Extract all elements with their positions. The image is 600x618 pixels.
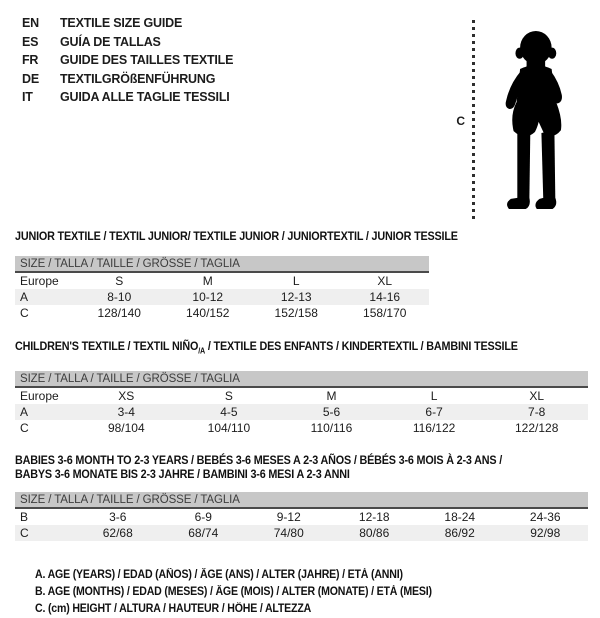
height-measure-label: C (456, 114, 465, 128)
header-row (0, 14, 600, 226)
size-cell: M (326, 388, 337, 403)
legend (35, 567, 588, 618)
size-cell: 3-4 (117, 404, 135, 419)
size-cell: 158/170 (363, 305, 407, 320)
size-cell: 7-8 (528, 404, 546, 419)
size-cell: 5-6 (322, 404, 341, 419)
size-guide-page (0, 14, 600, 614)
table-row (15, 509, 588, 525)
height-measure-figure (456, 20, 585, 222)
size-cell: S (224, 388, 233, 403)
size-cell: 6-9 (194, 509, 212, 524)
size-cell: 116/122 (412, 420, 456, 435)
table-row (15, 420, 588, 436)
size-cell: 140/152 (186, 305, 230, 320)
language-code: EN (22, 16, 39, 30)
row-label: C (20, 525, 29, 540)
section-junior (15, 229, 588, 321)
size-cell: 62/68 (102, 525, 133, 540)
size-cell: 74/80 (273, 525, 304, 540)
size-header-bar: SIZE / TALLA / TAILLE / GRÖSSE / TAGLIA (15, 371, 588, 388)
section-title: CHILDREN'S TEXTILE / TEXTIL $NIÑO_{/A}$ / TEXTILE DES ENFANTS / KINDERTEXTIL / BAMBINI TESSILE (15, 339, 518, 356)
table-row (15, 305, 429, 321)
size-cell: 104/110 (207, 420, 251, 435)
section-babies (15, 453, 588, 541)
junior-size-table (15, 273, 429, 321)
dotted-measure-line (472, 20, 475, 222)
language-code: IT (22, 90, 33, 104)
table-row (15, 388, 588, 404)
row-label: A (20, 404, 29, 419)
language-label: TEXTILE SIZE GUIDE (60, 16, 183, 30)
size-cell: XS (118, 388, 135, 403)
table-row (15, 289, 429, 305)
section-title: JUNIOR TEXTILE / TEXTIL JUNIOR/ TEXTILE JUNIOR / JUNIORTEXTIL / JUNIOR TESSILE (15, 229, 458, 243)
row-label: B (20, 509, 29, 524)
section-children (15, 339, 588, 436)
size-cell: 24-36 (529, 509, 561, 524)
size-cell: 12-13 (280, 289, 312, 304)
language-label: GUIDA ALLE TAGLIE TESSILI (60, 90, 230, 104)
size-cell: 110/116 (310, 420, 353, 435)
row-label: C (20, 420, 29, 435)
table-row (15, 404, 588, 420)
size-cell: 14-16 (369, 289, 401, 304)
table-row (15, 273, 429, 289)
size-cell: S (115, 273, 124, 288)
language-code: DE (22, 71, 39, 86)
language-label: GUIDE DES TAILLES TEXTILE (60, 53, 234, 67)
size-cell: 92/98 (530, 525, 561, 540)
size-cell: 18-24 (444, 509, 476, 524)
section-title: BABIES 3-6 MONTH TO 2-3 YEARS / BEBÉS 3-6 MESES A 2-3 AÑOS / BÉBÉS 3-6 MOIS À 2-3 ANS / BABYS 3-6 MONATE BIS 2-3 JAHRE / BAMBINI 3-6 MESI A 2-3 ANNI (15, 453, 503, 482)
language-code: FR (22, 53, 39, 67)
row-label: A (20, 289, 29, 304)
size-cell: 128/140 (97, 305, 141, 320)
size-header-bar: SIZE / TALLA / TAILLE / GRÖSSE / TAGLIA (15, 492, 588, 509)
row-label: C (20, 305, 29, 320)
size-cell: 122/128 (514, 420, 559, 435)
children-size-table (15, 388, 588, 436)
size-cell: 4-5 (220, 404, 238, 419)
language-label: GUÍA DE TALLAS (60, 34, 161, 49)
legend-line: B. AGE (MONTHS) / EDAD (MESES) / ÂGE (MOIS) / ALTER (MONATE) / ETÀ (MESI) (35, 586, 432, 599)
size-cell: 12-18 (358, 509, 390, 524)
toddler-silhouette-icon (483, 20, 585, 220)
size-cell: 10-12 (192, 289, 224, 304)
table-row (15, 525, 588, 541)
row-label: Europe (20, 273, 59, 288)
size-cell: L (430, 388, 438, 403)
size-cell: 98/104 (107, 420, 145, 435)
legend-line: C. (cm) HEIGHT / ALTURA / HAUTEUR / HÖHE / ALTEZZA (35, 603, 312, 616)
size-cell: 68/74 (188, 525, 219, 540)
size-cell: 8-10 (107, 289, 132, 304)
size-header-bar: SIZE / TALLA / TAILLE / GRÖSSE / TAGLIA (15, 256, 429, 273)
size-cell: L (292, 273, 300, 288)
size-cell: 6-7 (425, 404, 443, 419)
size-cell: M (202, 273, 213, 288)
size-cell: 152/158 (274, 305, 318, 320)
size-cell: 80/86 (359, 525, 390, 540)
size-cell: XL (529, 388, 545, 403)
size-cell: XL (377, 273, 393, 288)
row-label: Europe (20, 388, 59, 403)
legend-line: A. AGE (YEARS) / EDAD (AÑOS) / ÂGE (ANS) / ALTER (JAHRE) / ETÀ (ANNI) (35, 569, 403, 582)
babies-size-table (15, 509, 588, 541)
tables-area (15, 229, 588, 618)
language-code: ES (22, 34, 39, 49)
size-cell: 9-12 (276, 509, 301, 524)
language-label: TEXTILGRÖßENFÜHRUNG (60, 71, 216, 86)
size-cell: 3-6 (109, 509, 127, 524)
size-cell: 86/92 (444, 525, 475, 540)
